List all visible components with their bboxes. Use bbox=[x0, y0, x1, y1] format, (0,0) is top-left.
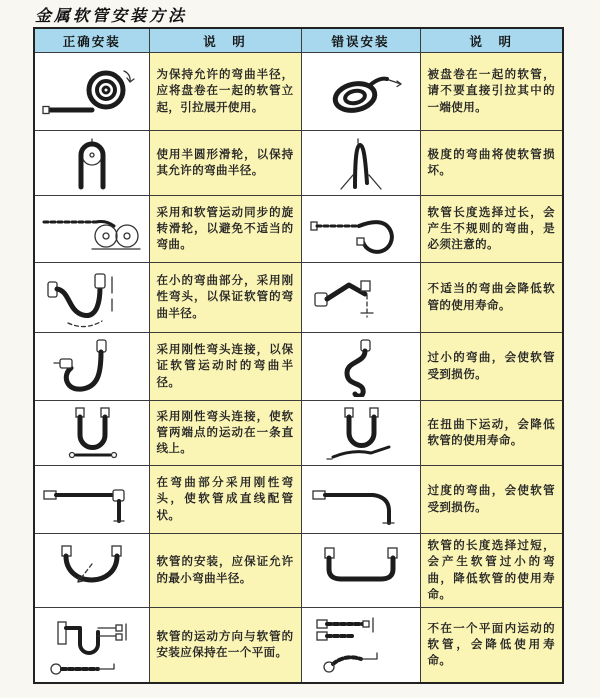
wrong-desc-text: 在扭曲下运动，会降低软管的使用寿命。 bbox=[427, 418, 555, 447]
too-short-hose-illustration bbox=[309, 542, 413, 600]
correct-desc-text: 采用和软管运动同步的旋转滑轮，以避免不适当的弯曲。 bbox=[156, 206, 294, 252]
wrong-desc-text: 过度的弯曲，会使软管受到损伤。 bbox=[427, 485, 555, 514]
correct-desc-text: 采用刚性弯头连接，以保证软管运动时的弯曲半径。 bbox=[156, 344, 294, 389]
improper-bend-illustration bbox=[309, 267, 413, 329]
table-row bbox=[34, 131, 563, 196]
straight-pipe-elbow-illustration bbox=[40, 471, 144, 529]
wrong-illustration-cell bbox=[301, 196, 420, 263]
wrong-illustration-cell bbox=[301, 131, 420, 196]
wrong-desc-cell bbox=[420, 466, 563, 534]
wrong-desc-cell bbox=[420, 53, 563, 131]
wrong-desc-text: 极度的弯曲将使软管损坏。 bbox=[427, 148, 555, 177]
hose-installation-table bbox=[33, 27, 564, 684]
correct-desc-cell bbox=[149, 196, 301, 263]
page-title: 金属软管安装方法 bbox=[35, 6, 188, 25]
correct-desc-text: 在弯曲部分采用刚性弯头，使软管成直线配管状。 bbox=[156, 477, 294, 522]
overlong-loop-illustration bbox=[309, 200, 413, 258]
header-description-right: 说 明 bbox=[420, 28, 563, 53]
wrong-desc-cell bbox=[420, 196, 563, 263]
wrong-illustration-cell bbox=[301, 333, 420, 401]
u-hose-twist-motion-illustration bbox=[309, 405, 413, 461]
correct-illustration-cell bbox=[34, 401, 149, 466]
coil-end-pull-illustration bbox=[309, 61, 413, 123]
header-wrong-install: 错误安装 bbox=[301, 28, 420, 53]
correct-illustration-cell bbox=[34, 608, 149, 683]
table-row bbox=[34, 333, 563, 401]
wrong-desc-text: 被盘卷在一起的软管，请不要直接引拉其中的一端使用。 bbox=[427, 69, 555, 114]
correct-illustration-cell bbox=[34, 263, 149, 333]
correct-desc-text: 使用半圆形滑轮，以保持其允许的弯曲半径。 bbox=[156, 148, 294, 177]
wrong-desc-cell bbox=[420, 131, 563, 196]
rigid-elbow-connection-illustration bbox=[40, 337, 144, 397]
wrong-desc-text: 软管的长度选择过短，会产生软管过小的弯曲，降低软管的使用寿命。 bbox=[427, 540, 555, 601]
synchronized-rollers-illustration bbox=[40, 200, 144, 258]
correct-desc-text: 采用刚性弯头连接，使软管两端点的运动在一条直线上。 bbox=[156, 410, 294, 456]
correct-illustration-cell bbox=[34, 196, 149, 263]
rigid-elbow-small-bend-illustration bbox=[40, 267, 144, 329]
wrong-desc-text: 软管长度选择过长，会产生不规则的弯曲，是必须注意的。 bbox=[427, 206, 555, 252]
wrong-desc-cell bbox=[420, 401, 563, 466]
correct-desc-cell bbox=[149, 131, 301, 196]
table-row bbox=[34, 401, 563, 466]
correct-desc-cell bbox=[149, 401, 301, 466]
correct-illustration-cell bbox=[34, 131, 149, 196]
wrong-desc-text: 不适当的弯曲会降低软管的使用寿命。 bbox=[427, 283, 555, 312]
wrong-desc-text: 过小的弯曲，会使软管受到损伤。 bbox=[427, 352, 555, 381]
correct-desc-cell bbox=[149, 263, 301, 333]
wrong-desc-text: 不在一个平面内运动的软管，会降低使用寿命。 bbox=[427, 622, 555, 668]
table-row bbox=[34, 263, 563, 333]
correct-desc-cell bbox=[149, 608, 301, 683]
out-of-plane-motion-illustration bbox=[309, 612, 413, 678]
min-bend-radius-u-illustration bbox=[40, 542, 144, 600]
in-plane-motion-illustration bbox=[40, 612, 144, 678]
wrong-desc-cell bbox=[420, 608, 563, 683]
correct-illustration-cell bbox=[34, 333, 149, 401]
correct-desc-text: 为保持允许的弯曲半径，应将盘卷在一起的软管立起，引拉展开使用。 bbox=[156, 69, 294, 114]
correct-illustration-cell bbox=[34, 534, 149, 608]
wrong-illustration-cell bbox=[301, 401, 420, 466]
correct-desc-cell bbox=[149, 53, 301, 131]
correct-desc-text: 在小的弯曲部分，采用刚性弯头，以保证软管的弯曲半径。 bbox=[156, 275, 294, 320]
wrong-illustration-cell bbox=[301, 608, 420, 683]
correct-desc-text: 软管的运动方向与软管的安装应保持在一个平面。 bbox=[156, 630, 294, 660]
header-correct-install: 正确安装 bbox=[34, 28, 149, 53]
correct-illustration-cell bbox=[34, 466, 149, 534]
correct-desc-cell bbox=[149, 534, 301, 608]
table-row bbox=[34, 608, 563, 683]
wrong-desc-cell bbox=[420, 333, 563, 401]
header-description-left: 说 明 bbox=[149, 28, 301, 53]
header-row bbox=[34, 28, 563, 53]
wrong-desc-cell bbox=[420, 263, 563, 333]
correct-illustration-cell bbox=[34, 53, 149, 131]
correct-desc-cell bbox=[149, 333, 301, 401]
wrong-illustration-cell bbox=[301, 534, 420, 608]
table-row bbox=[34, 466, 563, 534]
correct-desc-text: 软管的安装，应保证允许的最小弯曲半径。 bbox=[156, 556, 294, 585]
wrong-illustration-cell bbox=[301, 466, 420, 534]
wrong-desc-cell bbox=[420, 534, 563, 608]
u-hose-straight-motion-illustration bbox=[40, 405, 144, 461]
table-row bbox=[34, 534, 563, 608]
extreme-bend-illustration bbox=[309, 135, 413, 191]
wrong-illustration-cell bbox=[301, 53, 420, 131]
table-row bbox=[34, 53, 563, 131]
table-row bbox=[34, 196, 563, 263]
wrong-illustration-cell bbox=[301, 263, 420, 333]
standing-coil-unroll-illustration bbox=[40, 59, 144, 125]
excessive-bend-illustration bbox=[309, 471, 413, 529]
too-small-bend-illustration bbox=[309, 337, 413, 397]
correct-desc-cell bbox=[149, 466, 301, 534]
semicircular-pulley-illustration bbox=[40, 135, 144, 191]
